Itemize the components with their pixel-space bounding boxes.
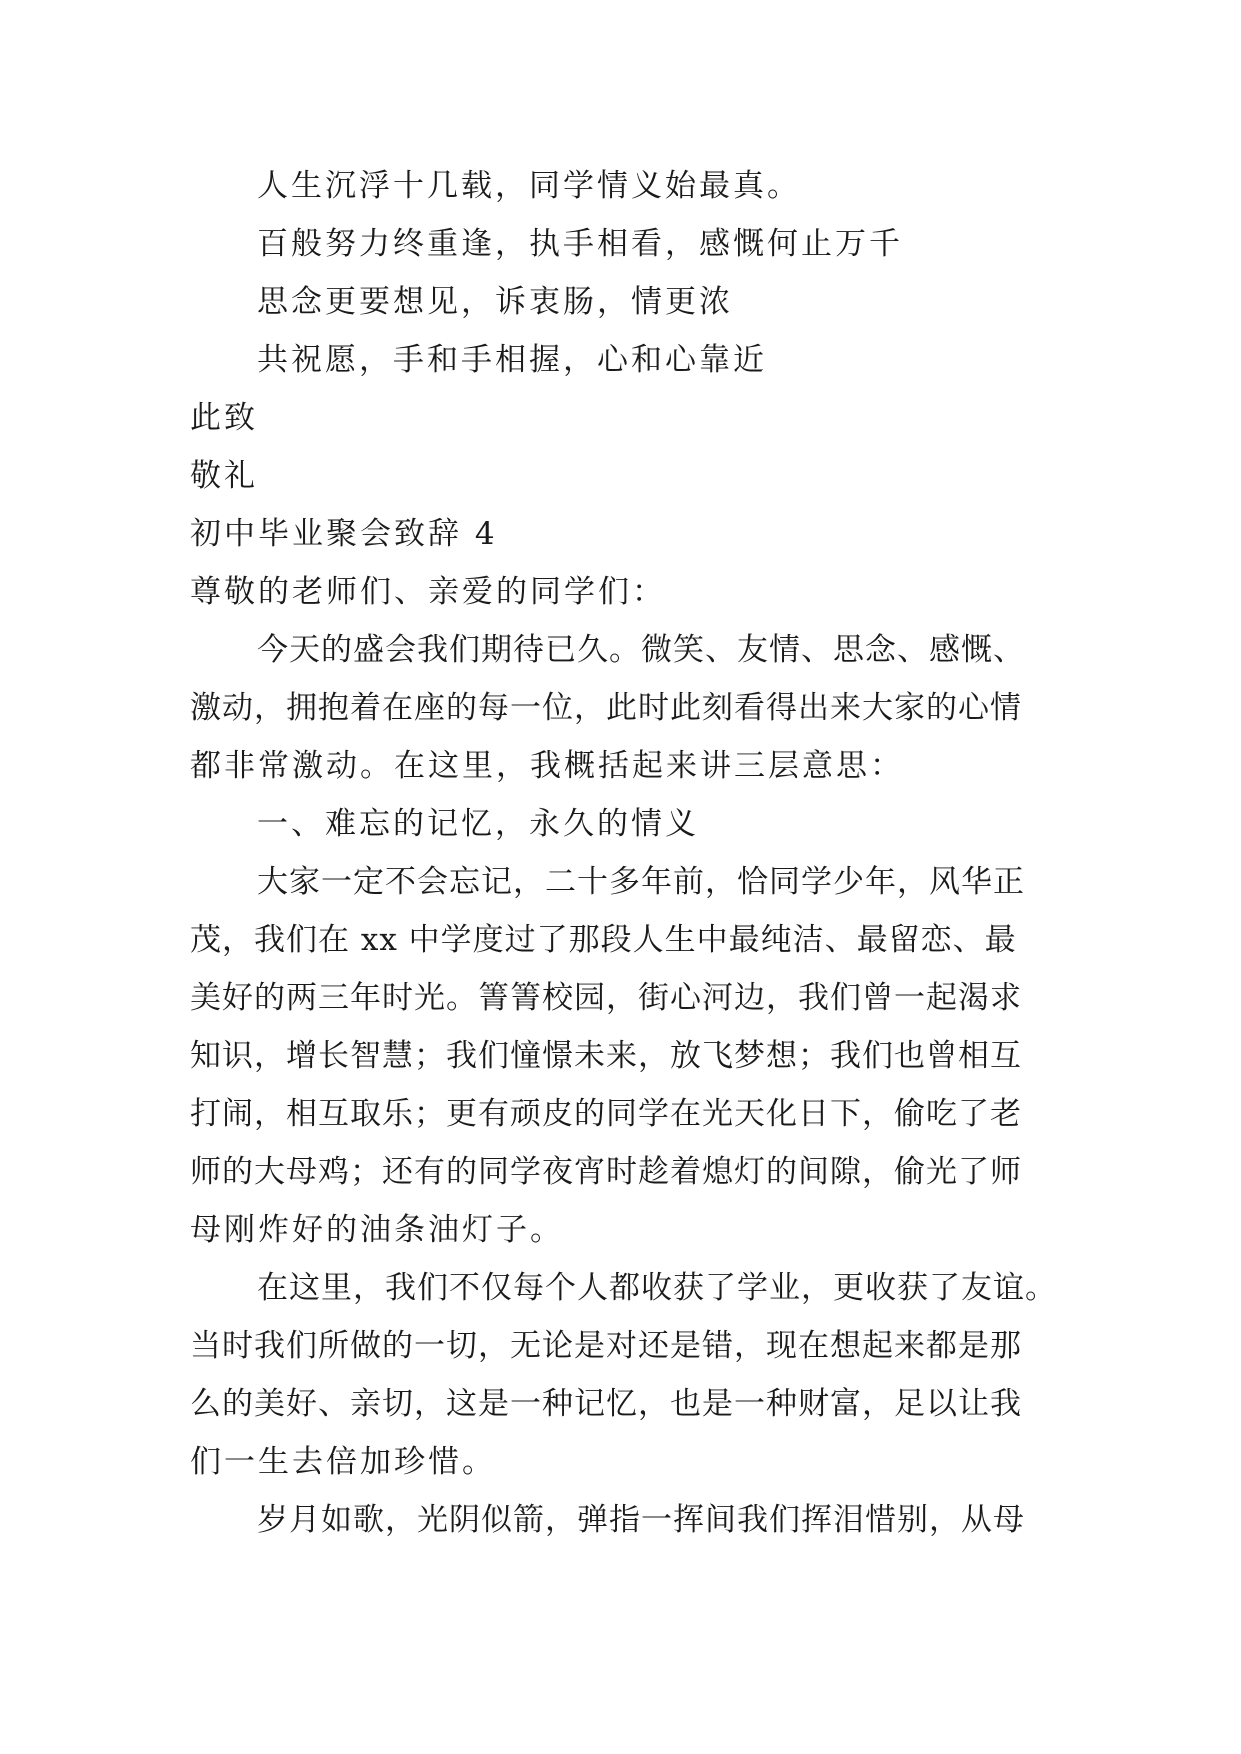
- salutation-text: 敬礼: [190, 458, 258, 494]
- text-line: 们一生去倍加珍惜。: [190, 1444, 496, 1480]
- text-line: 大家一定不会忘记，二十多年前，恰同学少年，风华正: [257, 864, 1025, 900]
- text-line: 今天的盛会我们期待已久。微笑、友情、思念、感慨、: [257, 632, 1025, 668]
- text-line: 百般努力终重逢，执手相看，感慨何止万千: [257, 226, 903, 262]
- section-title: 初中毕业聚会致辞 4: [190, 516, 498, 552]
- text-line: 人生沉浮十几载，同学情义始最真。: [257, 168, 801, 204]
- greeting-text: 尊敬的老师们、亲爱的同学们：: [190, 574, 666, 610]
- text-line: 打闹，相互取乐；更有顽皮的同学在光天化日下，偷吃了老: [190, 1096, 1022, 1132]
- text-line: 母刚炸好的油条油灯子。: [190, 1212, 564, 1248]
- text-line: 在这里，我们不仅每个人都收获了学业，更收获了友谊。: [257, 1270, 1057, 1306]
- text-line: 知识，增长智慧；我们憧憬未来，放飞梦想；我们也曾相互: [190, 1038, 1022, 1074]
- text-line: 当时我们所做的一切，无论是对还是错，现在想起来都是那: [190, 1328, 1022, 1364]
- text-line: 岁月如歌，光阴似箭，弹指一挥间我们挥泪惜别，从母: [257, 1502, 1025, 1538]
- text-line: 么的美好、亲切，这是一种记忆，也是一种财富，足以让我: [190, 1386, 1022, 1422]
- text-line: 思念更要想见，诉衷肠，情更浓: [257, 284, 733, 320]
- text-line: 激动，拥抱着在座的每一位，此时此刻看得出来大家的心情: [190, 690, 1022, 726]
- text-line: 师的大母鸡；还有的同学夜宵时趁着熄灯的间隙，偷光了师: [190, 1154, 1022, 1190]
- text-line: 都非常激动。在这里，我概括起来讲三层意思：: [190, 748, 904, 784]
- closing-text: 此致: [190, 400, 258, 436]
- text-line: 共祝愿，手和手相握，心和心靠近: [257, 342, 767, 378]
- text-line: 茂，我们在 xx 中学度过了那段人生中最纯洁、最留恋、最: [190, 922, 1017, 958]
- text-line: 美好的两三年时光。箐箐校园，街心河边，我们曾一起渴求: [190, 980, 1022, 1016]
- subheading: 一、难忘的记忆，永久的情义: [257, 806, 699, 842]
